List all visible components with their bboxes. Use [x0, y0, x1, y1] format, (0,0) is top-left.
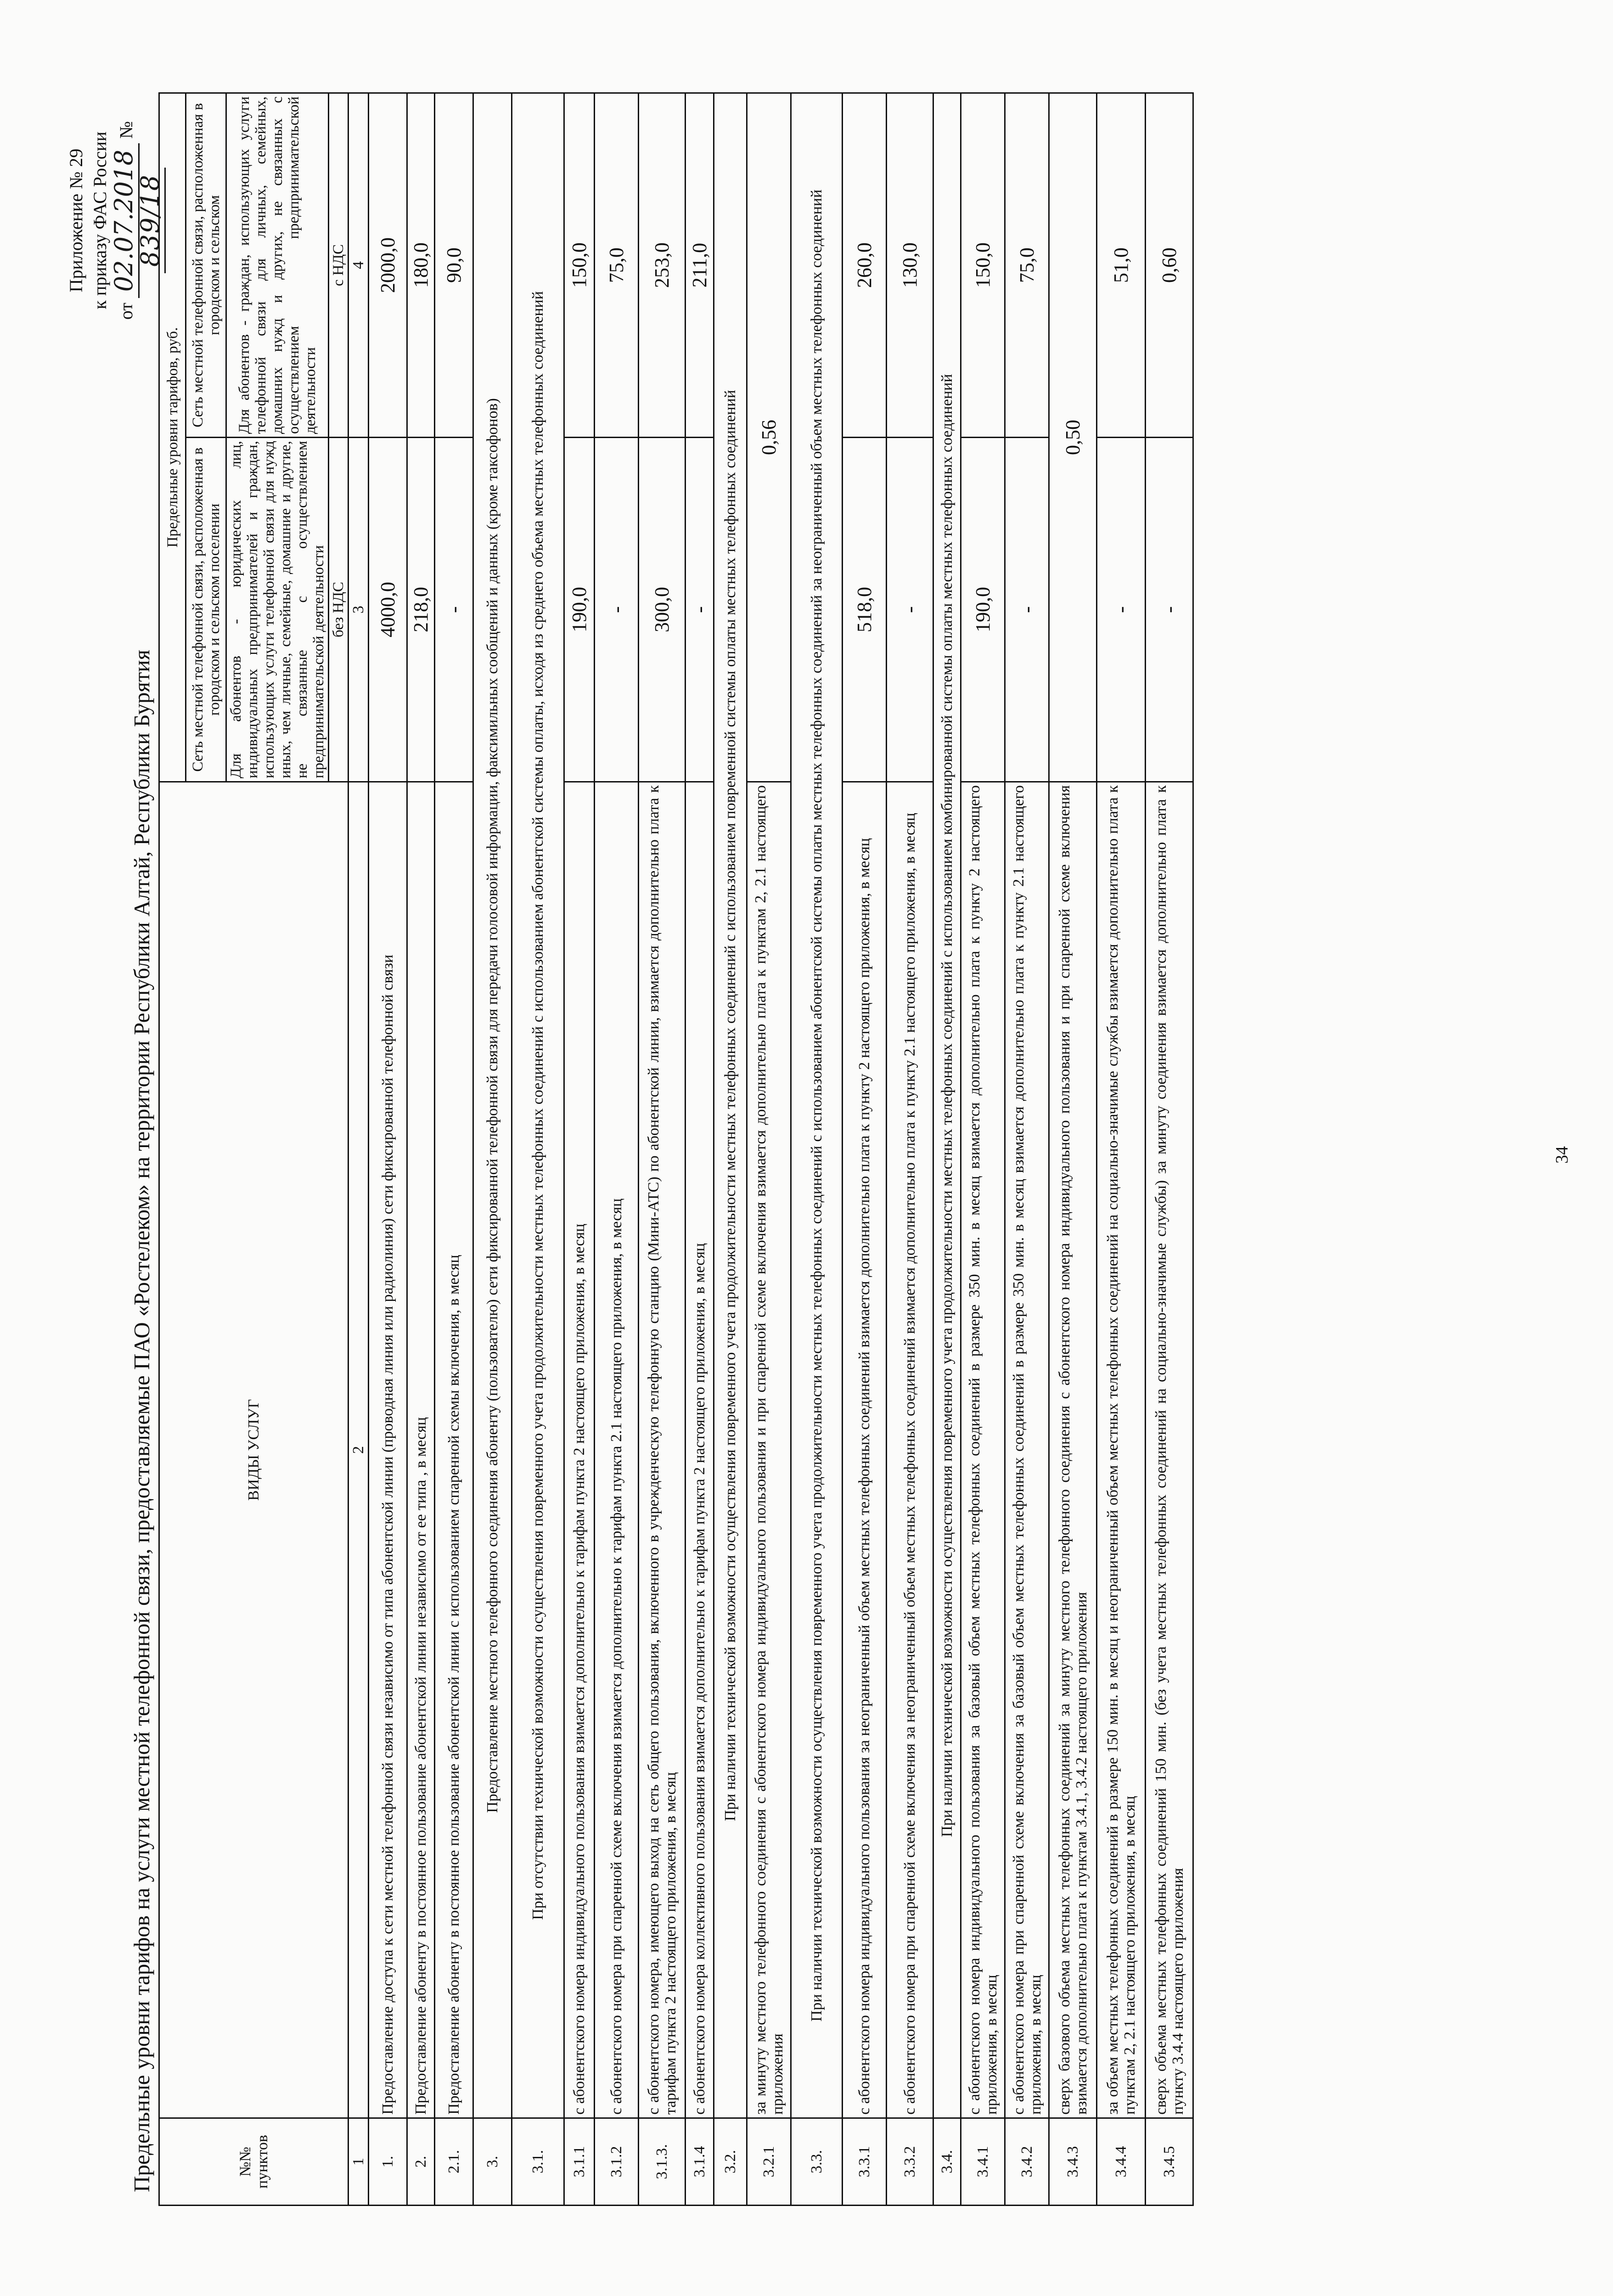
- table-row: [843, 93, 887, 2206]
- tariff-value-vat-included: 150,0: [564, 93, 595, 438]
- table-row: [1097, 93, 1146, 2206]
- tariff-value-vat-included: 130,0: [887, 93, 933, 438]
- service-description: с абонентского номера при спаренной схеме включения взимается дополнительно к тарифам пункта 2.1 настоящего приложения, в месяц: [595, 782, 639, 2118]
- table-row: [564, 93, 595, 2206]
- table-row: [887, 93, 933, 2206]
- section-heading: При наличии технической возможности осуществления повременного учета продолжительности местных телефонных соединений с использованием комбинированной системы оплаты местных телефонных соединений: [933, 93, 961, 2118]
- page-title: Предельные уровни тарифов на услуги местной телефонной связи, предоставляемые ПАО «Ростелеком» на территории Республики Алтай, Республики Бурятия: [129, 649, 154, 2192]
- item-number: 3.1.3.: [639, 2118, 686, 2206]
- tariff-value-vat-excluded: -: [686, 438, 714, 782]
- tariff-value-vat-included: 260,0: [843, 93, 887, 438]
- section-heading: Предоставление местного телефонного соединения абоненту (пользователю) сети фиксированной телефонной связи для передачи голосовой информации, факсимильных сообщений и данных (кроме таксофонов): [473, 93, 512, 2118]
- tariff-value-vat-excluded: -: [435, 438, 473, 782]
- order-caption: к приказу ФАС России: [90, 131, 110, 310]
- item-number: 3.1.1: [564, 2118, 595, 2206]
- tariff-value-vat-excluded: 300,0: [639, 438, 686, 782]
- service-description: с абонентского номера, имеющего выход на сеть общего пользования, включенного в учрежденческую телефонную станцию (Мини-АТС) по абонентской линии, взимается дополнительно плата к тарифам пункта 2 настоящего приложения, в месяц: [639, 782, 686, 2118]
- tariff-value-vat-excluded: 518,0: [843, 438, 887, 782]
- section-heading: При отсутствии технической возможности осуществления повременного учета продолжительности местных телефонных соединений с использованием абонентской системы оплаты, исходя из среднего объема местных телефонных соединений: [512, 93, 564, 2118]
- table-row: [369, 93, 407, 2206]
- item-number: 3.: [473, 2118, 512, 2206]
- tariff-value-vat-included: 253,0: [639, 93, 686, 438]
- tariff-value-vat-included: 75,0: [1005, 93, 1049, 438]
- tariff-value-vat-included: 211,0: [686, 93, 714, 438]
- item-number: 3.1.: [512, 2118, 564, 2206]
- date-prefix: от: [116, 303, 136, 320]
- table-row: [407, 93, 435, 2206]
- table-row: [1049, 93, 1097, 2206]
- number-prefix: №: [116, 121, 136, 139]
- table-row: [639, 93, 686, 2206]
- tariff-value-vat-included: 75,0: [595, 93, 639, 438]
- item-number: 3.3.: [791, 2118, 843, 2206]
- handwritten-number: 839/18: [135, 168, 166, 273]
- column-index: 2: [348, 782, 369, 2118]
- service-description: сверх объема местных телефонных соединений 150 мин. (без учета местных телефонных соединений на социально-значимые службы) за минуту соединения взимается дополнительно плата к пункту 3.4.4 настоящего приложения: [1146, 782, 1193, 2118]
- section-heading: При наличии технической возможности осуществления повременного учета продолжительности местных телефонных соединений с использованием повременной системы оплаты местных телефонных соединений: [714, 93, 747, 2118]
- column-index: 3: [348, 438, 369, 782]
- tariff-value-vat-included: 2000,0: [369, 93, 407, 438]
- service-description: Предоставление доступа к сети местной телефонной связи независимо от типа абонентской линии (проводная линия или радиолиния) сети фиксированной телефонной связи: [369, 782, 407, 2118]
- table-row: [1146, 93, 1193, 2206]
- table-row: [961, 93, 1005, 2206]
- section-row: [512, 93, 564, 2206]
- item-number: 2.1.: [435, 2118, 473, 2206]
- tariff-value-vat-included: 0,60: [1146, 93, 1193, 438]
- item-number: 3.1.2: [595, 2118, 639, 2206]
- tariff-value-vat-excluded: -: [1005, 438, 1049, 782]
- tariff-value-vat-excluded: 190,0: [564, 438, 595, 782]
- vat-excluded-label: без НДС: [329, 438, 348, 782]
- item-number: 1.: [369, 2118, 407, 2206]
- service-description: Предоставление абоненту в постоянное пользование абонентской линии независимо от ее типа , в месяц: [407, 782, 435, 2118]
- tariff-value-per-minute: 0,50: [1049, 93, 1097, 782]
- column-header-tariff-levels: Предельные уровни тарифов, руб.: [159, 93, 186, 782]
- service-description: за объем местных телефонных соединений в размере 150 мин. в месяц и неограниченный объем местных телефонных соединений на социально-значимые службы взимается дополнительно плата к пунктам 2, 2.1 настоящего приложения, в месяц: [1097, 782, 1146, 2118]
- tariff-value-vat-excluded: -: [887, 438, 933, 782]
- service-description: с абонентского номера коллективного пользования взимается дополнительно к тарифам пункта 2 настоящего приложения, в месяц: [686, 782, 714, 2118]
- item-number: 3.4.1: [961, 2118, 1005, 2206]
- table-row: [1005, 93, 1049, 2206]
- tariff-value-vat-excluded: 218,0: [407, 438, 435, 782]
- column-header-num: №№ пунктов: [159, 2118, 348, 2206]
- column-header-network-urban: Сеть местной телефонной связи, расположенная в городском и сельском поселении: [186, 438, 226, 782]
- page-number: 34: [1552, 1146, 1572, 1164]
- tariff-value-vat-included: 180,0: [407, 93, 435, 438]
- service-description: с абонентского номера индивидуального пользования за базовый объем местных телефонных соединений в размере 350 мин. в месяц взимается дополнительно плата к пункту 2 настоящего приложения, в месяц: [961, 782, 1005, 2118]
- service-description: за минуту местного телефонного соединения с абонентского номера индивидуального пользования и при спаренной схеме включения взимается дополнительно плата к пунктам 2, 2.1 настоящего приложения: [747, 782, 791, 2118]
- service-description: с абонентского номера при спаренной схеме включения за неограниченный объем местных телефонных соединений взимается дополнительно плата к пункту 2.1 настоящего приложения, в месяц: [887, 782, 933, 2118]
- column-header-network-urban-rural: Сеть местной телефонной связи, расположенная в городском и сельском: [186, 93, 226, 438]
- table-row: [686, 93, 714, 2206]
- item-number: 3.4.: [933, 2118, 961, 2206]
- tariff-value-vat-excluded: -: [595, 438, 639, 782]
- order-reference: [64, 92, 164, 349]
- handwritten-date: 02.07.2018: [109, 143, 140, 298]
- tariff-value-vat-included: 51,0: [1097, 93, 1146, 438]
- service-description: с абонентского номера при спаренной схеме включения за базовый объем местных телефонных соединений в размере 350 мин. в месяц взимается дополнительно плата к пункту 2.1 настоящего приложения, в месяц: [1005, 782, 1049, 2118]
- column-header-legal-subscribers: Для абонентов - юридических лиц, индивидуальных предпринимателей и граждан, использующих услуги телефонной связи для нужд иных, чем личные, семейные, домашние и другие, не связанные с осуществлением предпринимательской деятельности: [226, 438, 329, 782]
- section-row: [933, 93, 961, 2206]
- tariff-value-per-minute: 0,56: [747, 93, 791, 782]
- item-number: 3.3.1: [843, 2118, 887, 2206]
- item-number: 3.2.1: [747, 2118, 791, 2206]
- service-description: с абонентского номера индивидуального пользования за неограниченный объем местных телефонных соединений взимается дополнительно плата к пункту 2 настоящего приложения, в месяц: [843, 782, 887, 2118]
- item-number: 3.2.: [714, 2118, 747, 2206]
- section-row: [473, 93, 512, 2206]
- item-number: 3.4.5: [1146, 2118, 1193, 2206]
- tariff-table: [158, 92, 1194, 2206]
- item-number: 3.4.2: [1005, 2118, 1049, 2206]
- tariff-value-vat-excluded: 4000,0: [369, 438, 407, 782]
- service-description: Предоставление абоненту в постоянное пользование абонентской линии с использованием спаренной схемы включения, в месяц: [435, 782, 473, 2118]
- table-row: [595, 93, 639, 2206]
- item-number: 3.4.3: [1049, 2118, 1097, 2206]
- item-number: 3.3.2: [887, 2118, 933, 2206]
- column-header-services: ВИДЫ УСЛУГ: [159, 782, 348, 2118]
- tariff-value-vat-included: 90,0: [435, 93, 473, 438]
- vat-included-label: с НДС: [329, 93, 348, 438]
- table-row: [435, 93, 473, 2206]
- service-description: с абонентского номера индивидуального пользования взимается дополнительно к тарифам пункта 2 настоящего приложения, в месяц: [564, 782, 595, 2118]
- appendix-number: Приложение № 29: [66, 148, 86, 293]
- section-heading: При наличии технической возможности осуществления повременного учета продолжительности местных телефонных соединений с использованием абонентской системы оплаты местных телефонных соединений за неограниченный объем местных телефонных соединений: [791, 93, 843, 2118]
- service-description: сверх базового объема местных телефонных соединений за минуту местного телефонного соединения с абонентского номера индивидуального пользования и при спаренной схеме включения взимается дополнительно плата к пунктам 3.4.1, 3.4.2 настоящего приложения: [1049, 782, 1097, 2118]
- column-header-citizen-subscribers: Для абонентов - граждан, использующих услуги телефонной связи для личных, семейных, домашних нужд и других, не связанных с осуществлением предпринимательской деятельности: [226, 93, 329, 438]
- tariff-value-vat-included: 150,0: [961, 93, 1005, 438]
- item-number: 3.1.4: [686, 2118, 714, 2206]
- section-row: [714, 93, 747, 2206]
- tariff-value-vat-excluded: -: [1097, 438, 1146, 782]
- order-date-line: [109, 92, 164, 349]
- column-index: 1: [348, 2118, 369, 2206]
- table-row: [747, 93, 791, 2206]
- tariff-value-vat-excluded: 190,0: [961, 438, 1005, 782]
- column-index: 4: [348, 93, 369, 438]
- tariff-value-vat-excluded: -: [1146, 438, 1193, 782]
- item-number: 2.: [407, 2118, 435, 2206]
- item-number: 3.4.4: [1097, 2118, 1146, 2206]
- section-row: [791, 93, 843, 2206]
